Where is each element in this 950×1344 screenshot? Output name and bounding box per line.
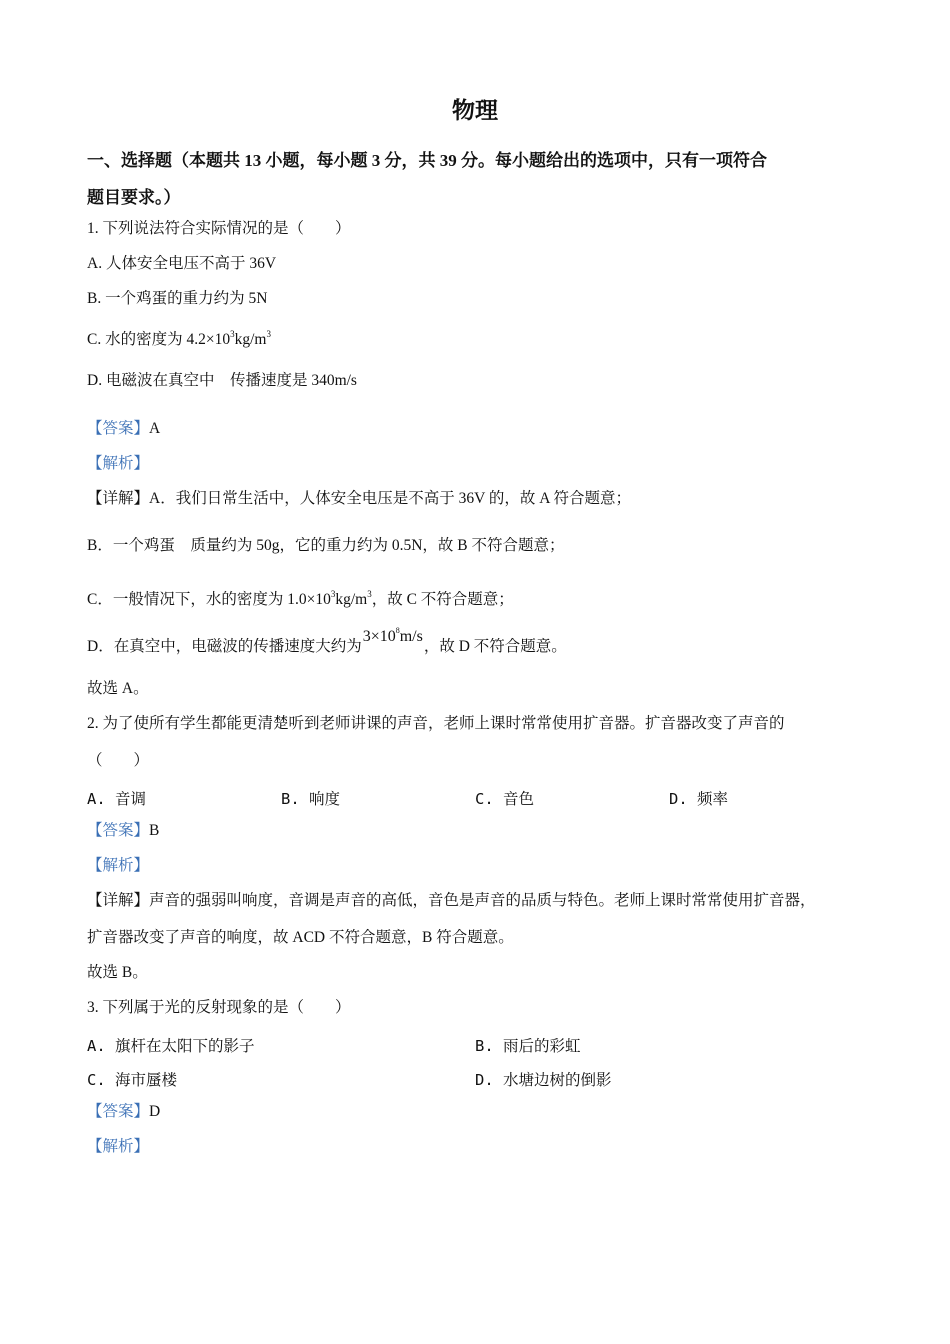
q1-stem: 1. 下列说法符合实际情况的是（ ） [87, 220, 351, 237]
q3-option-c: C. 海市蜃楼 [87, 1071, 177, 1089]
q1-detail-a: 【详解】A．我们日常生活中，人体安全电压是不高于 36V 的，故 A 符合题意； [87, 490, 631, 507]
q1-option-d: D. 电磁波在真空中 传播速度是 340m/s [87, 372, 357, 389]
q2-option-b: B. 响度 [281, 790, 340, 808]
q3-option-d: D. 水塘边树的倒影 [475, 1071, 612, 1089]
q1-conclusion: 故选 A。 [87, 680, 149, 697]
q1-analysis-label: 【解析】 [87, 455, 150, 472]
q1-option-c: C. 水的密度为 $4.2\times 10^3kg/m^3$ [87, 329, 271, 348]
q2-stem: 2. 为了使所有学生都能更清楚听到老师讲课的声音，老师上课时常常使用扩音器。扩音器改变了声音的 [87, 715, 785, 732]
q1-detail-c: C．一般情况下，水的密度为 $1.0\times 10^3kg/m^3$，故 C 不符合题意； [87, 589, 514, 608]
answer-label: 【答案】 [87, 822, 150, 839]
page-title: 物理 [452, 98, 498, 123]
q2-analysis-label: 【解析】 [87, 857, 150, 874]
detail-label: 【详解】 [87, 490, 150, 507]
detail-label: 【详解】 [87, 892, 150, 909]
section-heading-line2: 题目要求。） [87, 188, 181, 207]
answer-label: 【答案】 [87, 420, 150, 437]
q1-detail-d: D．在真空中，电磁波的传播速度大约为$3\times 10^8m/s$，故 D 不符合题意。 [87, 631, 567, 657]
speed-formula: $3\times 10^8m/s$ [362, 626, 423, 645]
q3-stem: 3. 下列属于光的反射现象的是（ ） [87, 999, 351, 1016]
q2-detail-1: 【详解】声音的强弱叫响度，音调是声音的高低，音色是声音的品质与特色。老师上课时常常使用扩音器， [87, 892, 816, 909]
q3-answer: 【答案】D [87, 1103, 161, 1120]
q2-stem-paren: （ ） [87, 752, 150, 769]
q3-option-b: B. 雨后的彩虹 [475, 1037, 581, 1055]
q2-option-d: D. 频率 [669, 790, 728, 808]
q1-option-a: A. 人体安全电压不高于 36V [87, 255, 277, 272]
answer-label: 【答案】 [87, 1103, 150, 1120]
q3-option-a: A. 旗杆在太阳下的影子 [87, 1037, 255, 1055]
q2-option-c: C. 音色 [475, 790, 534, 808]
q2-conclusion: 故选 B。 [87, 964, 148, 981]
q1-detail-b: B．一个鸡蛋 质量约为 50g，它的重力约为 0.5N，故 B 不符合题意； [87, 537, 565, 554]
q2-answer: 【答案】B [87, 822, 160, 839]
q1-answer: 【答案】A [87, 420, 161, 437]
q1-option-b: B. 一个鸡蛋的重力约为 5N [87, 290, 268, 307]
q2-option-a: A. 音调 [87, 790, 146, 808]
q2-detail-2: 扩音器改变了声音的响度，故 ACD 不符合题意，B 符合题意。 [87, 929, 514, 946]
section-heading-line1: 一、选择题（本题共 13 小题，每小题 3 分，共 39 分。每小题给出的选项中，只有一项符合 [87, 151, 767, 170]
q3-analysis-label: 【解析】 [87, 1138, 150, 1155]
